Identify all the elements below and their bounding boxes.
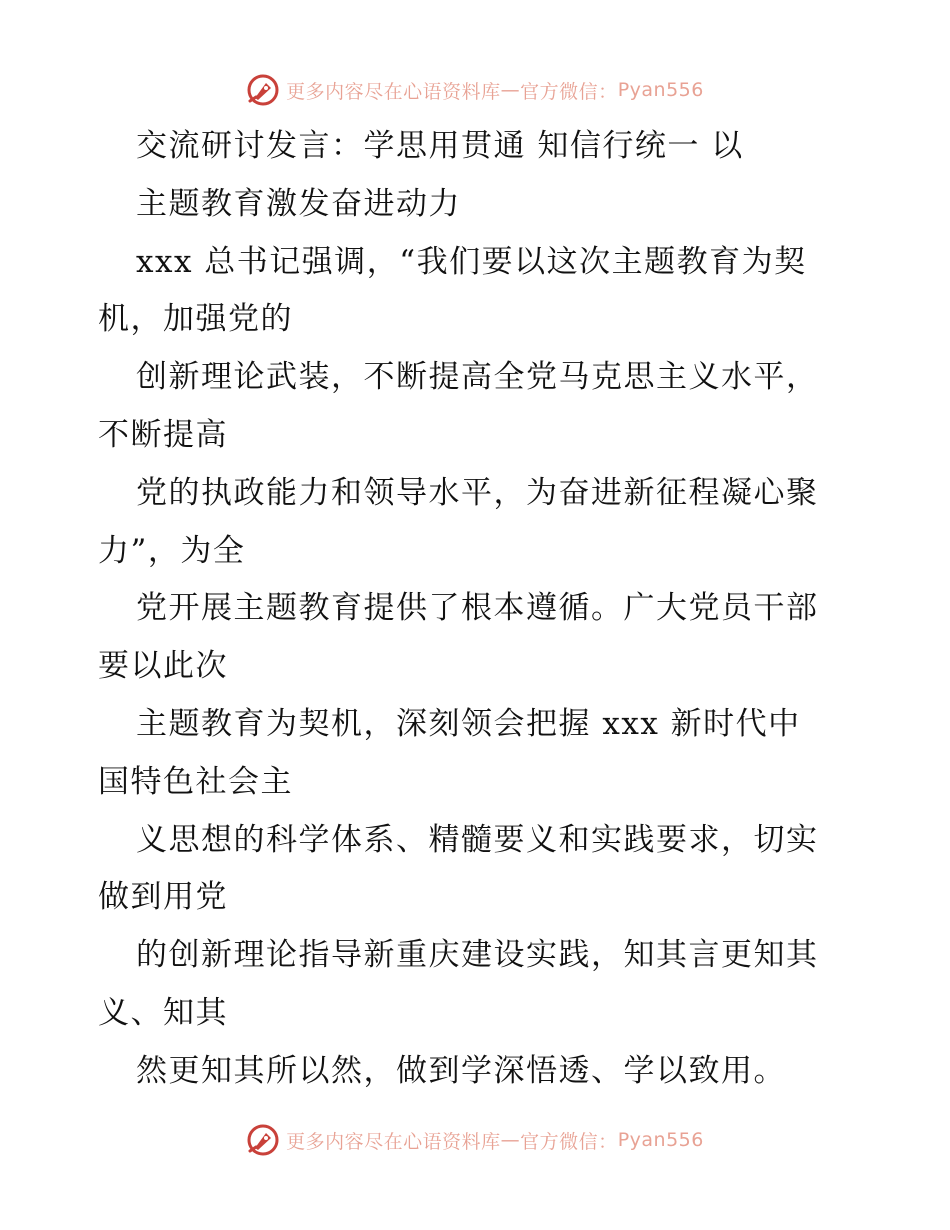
- pen-nib-icon: [246, 1123, 280, 1157]
- footer-separator: —: [500, 1129, 521, 1151]
- doc-line: xxx 总书记强调，“我们要以这次主题教育为契: [136, 243, 807, 280]
- doc-line: 机，加强党的: [98, 301, 293, 338]
- doc-line: 力”，为全: [98, 532, 246, 569]
- header-separator: —: [500, 79, 521, 101]
- doc-line: 的创新理论指导新重庆建设实践，知其言更知其: [136, 937, 819, 974]
- doc-line: 义思想的科学体系、精髓要义和实践要求，切实: [136, 821, 819, 858]
- doc-line: 义、知其: [98, 994, 228, 1031]
- footer-wechat-id: Pyan556: [617, 1129, 704, 1151]
- doc-line: 不断提高: [98, 416, 228, 453]
- footer-wechat-label: 官方微信：: [520, 1130, 618, 1153]
- pen-nib-icon: [246, 73, 280, 107]
- doc-line: 主题教育为契机，深刻领会把握 xxx 新时代中: [136, 705, 801, 742]
- doc-line-title-2: 主题教育激发奋进动力: [136, 185, 461, 222]
- footer-promo-text: 更多内容尽在心语资料库: [286, 1130, 501, 1153]
- doc-line: 然更知其所以然，做到学深悟透、学以致用。: [136, 1052, 786, 1089]
- doc-line: 创新理论武装，不断提高全党马克思主义水平，: [136, 359, 819, 396]
- header-wechat-id: Pyan556: [617, 79, 704, 101]
- doc-line: 党开展主题教育提供了根本遵循。广大党员干部: [136, 590, 819, 627]
- doc-line: 党的执政能力和领导水平，为奋进新征程凝心聚: [136, 474, 819, 511]
- doc-line: 要以此次: [98, 648, 228, 685]
- header-banner: [0, 70, 950, 110]
- header-promo-text: 更多内容尽在心语资料库: [286, 80, 501, 103]
- document-body: [98, 118, 858, 1101]
- doc-line: 国特色社会主: [98, 763, 293, 800]
- doc-line: 做到用党: [98, 879, 228, 916]
- footer-banner: [0, 1120, 950, 1160]
- doc-line-title-1: 交流研讨发言：学思用贯通 知信行统一 以: [136, 128, 744, 164]
- header-wechat-label: 官方微信：: [520, 80, 618, 103]
